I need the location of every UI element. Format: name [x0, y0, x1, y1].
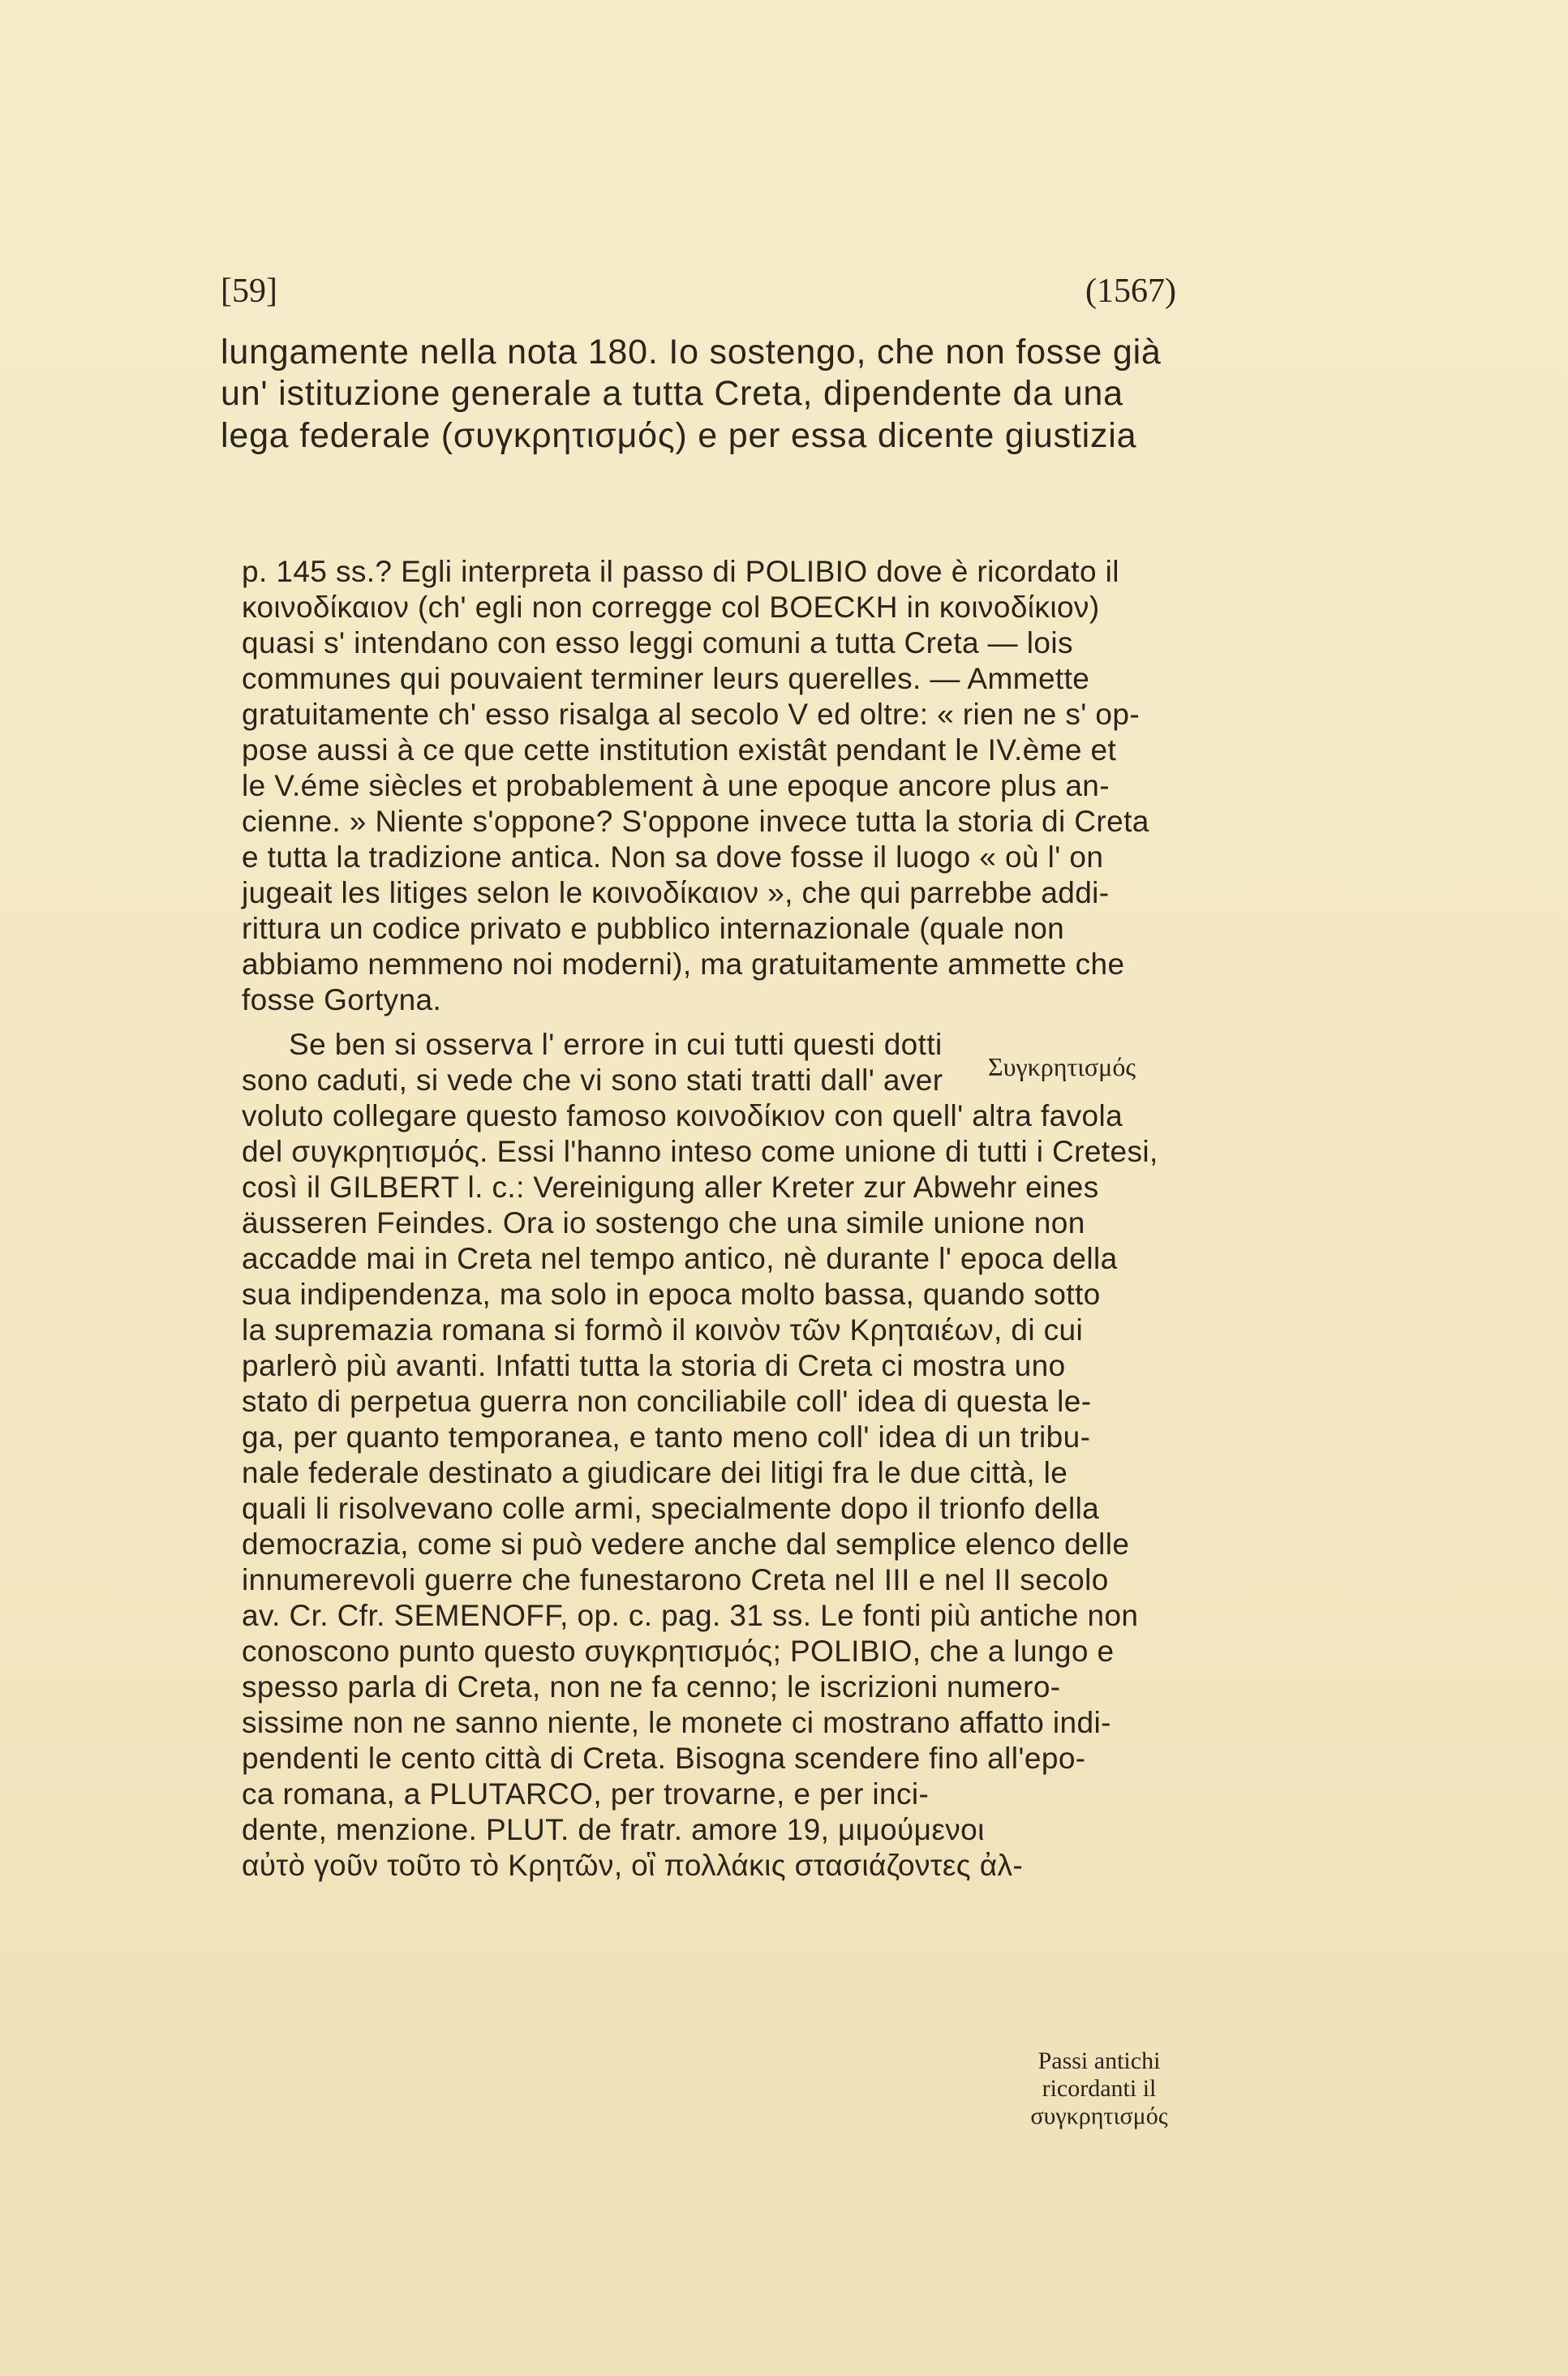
note-line: communes qui pouvaient terminer leurs querelles. — Ammette: [242, 662, 1090, 695]
note-line: sissime non ne sanno niente, le monete ci mostrano affatto indi-: [242, 1706, 1111, 1739]
note-line: le V.éme siècles et probablement à une epoque ancore plus an-: [242, 769, 1110, 802]
note-line: e tutta la tradizione antica. Non sa dove fosse il luogo « où l' on: [242, 840, 1104, 874]
note-line: stato di perpetua guerra non conciliabile coll' idea di questa le-: [242, 1385, 1092, 1418]
note-line: abbiamo nemmeno noi moderni), ma gratuitamente ammette che: [242, 947, 1125, 981]
note-line: nale federale destinato a giudicare dei litigi fra le due città, le: [242, 1456, 1068, 1489]
note-line: pendenti le cento città di Creta. Bisogna scendere fino all'epo-: [242, 1742, 1086, 1775]
note-line: voluto collegare questo famoso κοινοδίκιον con quell' altra favola: [242, 1099, 1123, 1132]
page-number-left: [59]: [221, 273, 277, 310]
note-line: av. Cr. Cfr. SEMENOFF, op. c. pag. 31 ss. Le fonti più antiche non: [242, 1599, 1139, 1632]
note-line: pose aussi à ce que cette institution existât pendant le IV.ème et: [242, 733, 1117, 767]
margin-note-line: ricordanti il: [1042, 2075, 1157, 2102]
note-line: così il GILBERT l. c.: Vereinigung aller Kreter zur Abwehr eines: [242, 1171, 1099, 1204]
page-number-right: (1567): [1085, 273, 1176, 310]
note-line: κοινοδίκαιον (ch' egli non corregge col BOECKH in κοινοδίκιον): [242, 591, 1100, 624]
page-header: [221, 272, 1176, 312]
note-line: sono caduti, si vede che vi sono stati tratti dall' aver: [242, 1063, 943, 1097]
note-line: ga, per quanto temporanea, e tanto meno coll' idea di un tribu-: [242, 1420, 1091, 1454]
note-line: sua indipendenza, ma solo in epoca molto bassa, quando sotto: [242, 1278, 1101, 1311]
note-line: p. 145 ss.? Egli interpreta il passo di POLIBIO dove è ricordato il: [242, 555, 1119, 588]
note-line: dente, menzione. PLUT. de fratr. amore 19, μιμούμενοι: [242, 1813, 985, 1846]
note-line: ca romana, a PLUTARCO, per trovarne, e per inci-: [242, 1777, 930, 1811]
note-line: la supremazia romana si formò il κοινὸν τῶν Κρηταιέων, di cui: [242, 1313, 1084, 1347]
note-line: fosse Gortyna.: [242, 983, 442, 1016]
note-line: Se ben si osserva l' errore in cui tutti questi dotti: [289, 1028, 943, 1061]
note-line: äusseren Feindes. Ora io sostengo che una simile unione non: [242, 1206, 1085, 1240]
main-text-line: lega federale (συγκρητισμός) e per essa dicente giustizia: [221, 416, 1137, 455]
margin-note-line: συγκρητισμός: [1030, 2103, 1168, 2129]
main-text-line: lungamente nella nota 180. Io sostengo, che non fosse già: [221, 333, 1162, 372]
note-line: rittura un codice privato e pubblico internazionale (quale non: [242, 912, 1065, 945]
note-line: αὐτὸ γοῦν τοῦτο τὸ Κρητῶν, οἳ πολλάκις στασιάζοντες ἀλ-: [242, 1849, 1024, 1882]
note-line: spesso parla di Creta, non ne fa cenno; le iscrizioni numero-: [242, 1670, 1061, 1704]
note-line: parlerò più avanti. Infatti tutta la storia di Creta ci mostra uno: [242, 1349, 1066, 1382]
main-text-line: un' istituzione generale a tutta Creta, dipendente da una: [221, 374, 1123, 413]
note-line: jugeait les litiges selon le κοινοδίκαιον », che qui parrebbe addi-: [242, 876, 1110, 909]
margin-note-line: Passi antichi: [1037, 2047, 1161, 2074]
note-line: gratuitamente ch' esso risalga al secolo V ed oltre: « rien ne s' op-: [242, 698, 1141, 731]
note-line: accadde mai in Creta nel tempo antico, nè durante l' epoca della: [242, 1242, 1118, 1275]
margin-note-top: Συγκρητισμός: [988, 1052, 1136, 1081]
margin-note-bottom: [1018, 2047, 1180, 2130]
note-line: democrazia, come si può vedere anche dal semplice elenco delle: [242, 1527, 1130, 1561]
note-line: cienne. » Niente s'oppone? S'oppone invece tutta la storia di Creta: [242, 805, 1149, 838]
note-line: del συγκρητισμός. Essi l'hanno inteso come unione di tutti i Cretesi,: [242, 1135, 1158, 1168]
note-line: quasi s' intendano con esso leggi comuni a tutta Creta — lois: [242, 626, 1073, 660]
note-line: innumerevoli guerre che funestarono Creta nel III e nel II secolo: [242, 1563, 1109, 1596]
note-line: conoscono punto questo συγκρητισμός; POLIBIO, che a lungo e: [242, 1635, 1115, 1668]
note-line: quali li risolvevano colle armi, specialmente dopo il trionfo della: [242, 1492, 1100, 1525]
